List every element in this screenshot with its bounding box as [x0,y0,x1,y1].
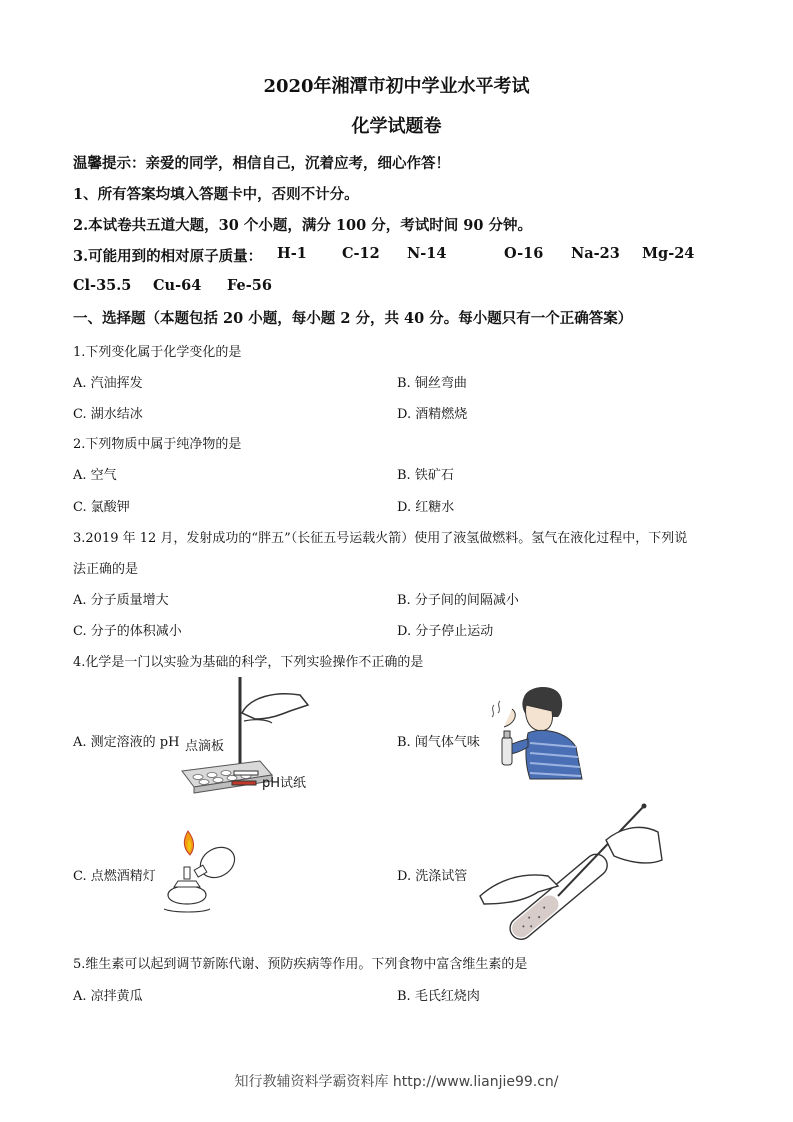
mass-mg: Mg-24 [642,245,695,262]
rule-1: 1、所有答案均填入答题卡中，否则不计分。 [73,186,359,203]
mass-fe: Fe-56 [227,277,272,294]
mass-cl: Cl-35.5 [73,277,132,294]
ph-paper-label: pH试纸 [262,776,307,791]
q5-option-b: B. 毛氏红烧肉 [397,989,480,1004]
question-1-stem: 1.下列变化属于化学变化的是 [73,345,242,360]
q1-option-d: D. 酒精燃烧 [397,407,468,422]
question-3-stem-line2: 法正确的是 [73,562,139,577]
q4-option-b: B. 闻气体气味 [397,735,480,750]
q1-option-a: A. 汽油挥发 [73,376,143,391]
mass-o: O-16 [504,245,544,262]
footer-watermark: 知行教辅资料学霸资料库 http://www.lianjie99.cn/ [234,1074,559,1090]
page-title: 2020年湘潭市初中学业水平考试 [263,76,530,97]
alcohol-lamp-illustration [162,827,244,915]
question-4-stem: 4.化学是一门以实验为基础的科学，下列实验操作不正确的是 [73,655,424,670]
q3-option-d: D. 分子停止运动 [397,624,494,639]
mass-c: C-12 [342,245,380,262]
q1-option-b: B. 铜丝弯曲 [397,376,467,391]
smell-gas-illustration [488,683,588,783]
section-heading: 一、选择题（本题包括 20 小题，每小题 2 分，共 40 分。每小题只有一个正确答案） [73,310,633,327]
mass-n: N-14 [407,245,447,262]
q5-option-a: A. 凉拌黄瓜 [73,989,143,1004]
q4-option-a: A. 测定溶液的 pH [73,735,180,750]
q1-option-c: C. 湖水结冰 [73,407,143,422]
page-subtitle: 化学试题卷 [351,116,442,137]
q2-option-b: B. 铁矿石 [397,468,454,483]
q2-option-d: D. 红糖水 [397,500,455,515]
spot-plate-label: 点滴板 [185,735,224,754]
rule-3-label: 3.可能用到的相对原子质量： [73,248,263,265]
question-5-stem: 5.维生素可以起到调节新陈代谢、预防疾病等作用。下列食物中富含维生素的是 [73,957,528,972]
mass-na: Na-23 [571,245,620,262]
question-3-stem-line1: 3.2019 年 12 月，发射成功的“胖五”（长征五号运载火箭）使用了液氢做燃料。氢气在液化过程中，下列说 [73,531,688,546]
q3-option-c: C. 分子的体积减小 [73,624,182,639]
q4-option-d: D. 洗涤试管 [397,869,468,884]
wash-test-tube-illustration [478,800,664,946]
q2-option-a: A. 空气 [73,468,117,483]
mass-h: H-1 [277,245,307,262]
question-2-stem: 2.下列物质中属于纯净物的是 [73,437,242,452]
mass-cu: Cu-64 [153,277,202,294]
q4-option-c: C. 点燃酒精灯 [73,869,156,884]
q3-option-b: B. 分子间的间隔减小 [397,593,519,608]
tip-line: 温馨提示：亲爱的同学，相信自己，沉着应考，细心作答！ [73,155,450,172]
q3-option-a: A. 分子质量增大 [73,593,169,608]
rule-2: 2.本试卷共五道大题，30 个小题，满分 100 分，考试时间 90 分钟。 [73,217,532,234]
q2-option-c: C. 氯酸钾 [73,500,130,515]
